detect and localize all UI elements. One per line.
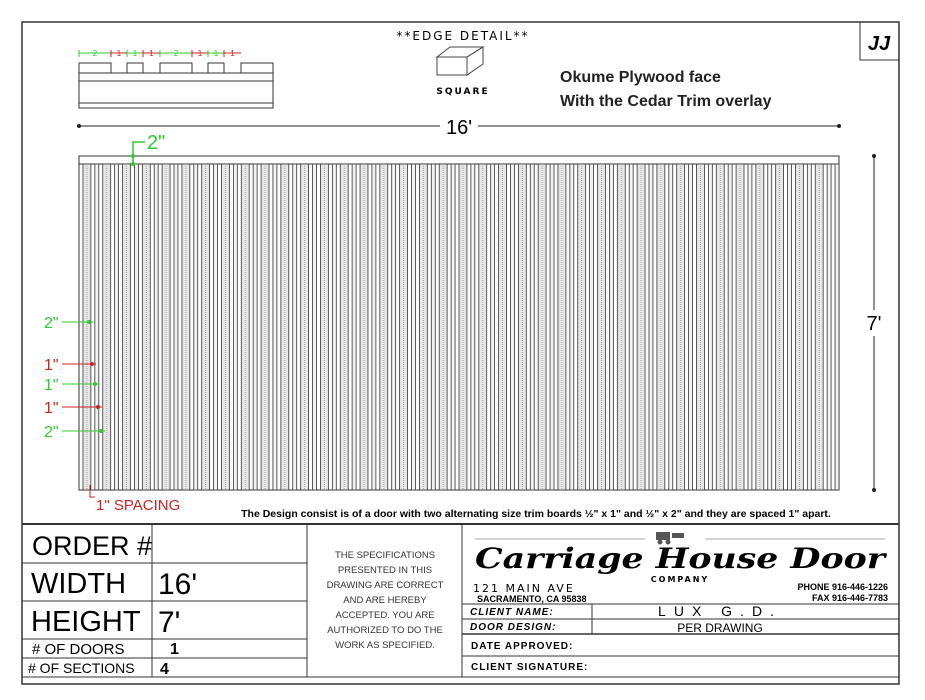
material-line-1: Okume Plywood face [560, 69, 721, 86]
company-address-1: 121 MAIN AVE [473, 582, 575, 595]
trim-board [788, 164, 792, 490]
company-fax: FAX 916-446-7783 [811, 593, 888, 603]
trim-board [214, 164, 218, 490]
trim-board [194, 164, 198, 490]
client-name-label: CLIENT NAME: [470, 607, 554, 618]
trim-board [728, 164, 732, 490]
height-label: HEIGHT [31, 606, 141, 638]
door-elevation [79, 156, 839, 490]
profile-dimension-label: 1 [149, 49, 154, 58]
trim-board [807, 164, 811, 490]
trim-board [332, 164, 336, 490]
profile-board [127, 63, 143, 73]
trim-board [115, 164, 119, 490]
profile-board [241, 63, 273, 73]
design-description: The Design consist is of a door with two alternating size trim boards ½" x 1" and ½" x 2" and they are spaced 1" apart. [241, 508, 831, 520]
trim-board [392, 164, 396, 490]
trim-board [233, 164, 237, 490]
trim-board [293, 164, 297, 490]
door-design-label: DOOR DESIGN: [470, 622, 557, 633]
edge-profile-dimensions [79, 49, 241, 58]
trim-board [431, 164, 435, 490]
profile-dimension-label: 1 [213, 49, 219, 58]
disclaimer-line: THE SPECIFICATIONS [334, 550, 436, 561]
height-dimension: 7' [866, 313, 882, 335]
top-board-dimension: 2" [147, 132, 166, 154]
trim-board [154, 164, 158, 490]
profile-dimension-label: 2 [173, 49, 179, 58]
edge-profile [79, 63, 273, 108]
company-phone: PHONE 916-446-1226 [797, 582, 888, 592]
trim-board [313, 164, 317, 490]
disclaimer-line: AUTHORIZED TO DO THE [327, 625, 443, 636]
trim-board [570, 164, 574, 490]
material-line-2: With the Cedar Trim overlay [560, 93, 772, 110]
trim-board [827, 164, 831, 490]
date-approved-label: DATE APPROVED: [471, 641, 574, 652]
trim-board [550, 164, 554, 490]
disclaimer-line: AND ARE HEREBY [343, 595, 427, 606]
trim-board [590, 164, 594, 490]
order-label: ORDER # [32, 531, 153, 561]
profile-dimension-label: 1 [230, 49, 235, 58]
edge-profile-label: SQUARE [436, 87, 490, 97]
client-name-value[interactable]: LUX G.D. [658, 603, 782, 619]
trim-board [629, 164, 633, 490]
trim-board [835, 164, 839, 490]
side-dimension-label: 2" [44, 424, 59, 441]
disclaimer-line: DRAWING ARE CORRECT [326, 580, 444, 591]
trim-board [768, 164, 772, 490]
client-signature-label: CLIENT SIGNATURE: [471, 662, 589, 673]
sections-label: # OF SECTIONS [28, 660, 135, 676]
profile-dimension-label: 2 [92, 49, 98, 58]
trim-board [748, 164, 752, 490]
trim-board [273, 164, 277, 490]
profile-board [208, 63, 224, 73]
disclaimer-line: PRESENTED IN THIS [337, 565, 433, 576]
company-address-2: SACRAMENTO, CA 95838 [477, 594, 587, 604]
disclaimer-line: ACCEPTED. YOU ARE [335, 610, 435, 621]
trim-board [95, 164, 99, 490]
trim-board [609, 164, 613, 490]
side-dimension-label: 1" [44, 357, 59, 374]
trim-board [451, 164, 455, 490]
spacing-label: 1" SPACING [96, 497, 181, 514]
door-design-value[interactable]: PER DRAWING [677, 621, 763, 635]
initials: JJ [867, 33, 891, 55]
trim-board [352, 164, 356, 490]
profile-board [160, 63, 192, 73]
trim-board [372, 164, 376, 490]
doors-label: # OF DOORS [32, 641, 125, 658]
square-edge-icon [437, 47, 483, 75]
side-dimension-label: 1" [44, 377, 59, 394]
width-value: 16' [158, 568, 198, 601]
trim-board [471, 164, 475, 490]
trim-board [412, 164, 416, 490]
trim-board [669, 164, 673, 490]
side-dimension-label: 1" [44, 400, 59, 417]
disclaimer-line: WORK AS SPECIFIED. [335, 640, 435, 651]
edge-detail-title: **EDGE DETAIL** [396, 29, 530, 43]
trim-board [491, 164, 495, 490]
trim-board [253, 164, 257, 490]
trim-board [530, 164, 534, 490]
trim-board [649, 164, 653, 490]
profile-board [79, 63, 111, 73]
profile-dimension-label: 1 [197, 49, 203, 58]
trim-board [134, 164, 138, 490]
side-dimension-label: 2" [44, 315, 59, 332]
disclaimer [327, 550, 444, 651]
sections-value: 4 [160, 661, 169, 678]
trim-board [708, 164, 712, 490]
trim-board [510, 164, 514, 490]
doors-value: 1 [170, 641, 179, 658]
trim-board [689, 164, 693, 490]
company-name: Carriage House Door [475, 542, 888, 575]
width-label: WIDTH [31, 568, 127, 600]
width-dimension: 16' [445, 117, 473, 139]
profile-dimension-label: 1 [132, 49, 138, 58]
profile-dimension-label: 1 [116, 49, 122, 58]
height-value: 7' [158, 606, 181, 639]
trim-board [174, 164, 178, 490]
company-sub: COMPANY [650, 575, 710, 584]
